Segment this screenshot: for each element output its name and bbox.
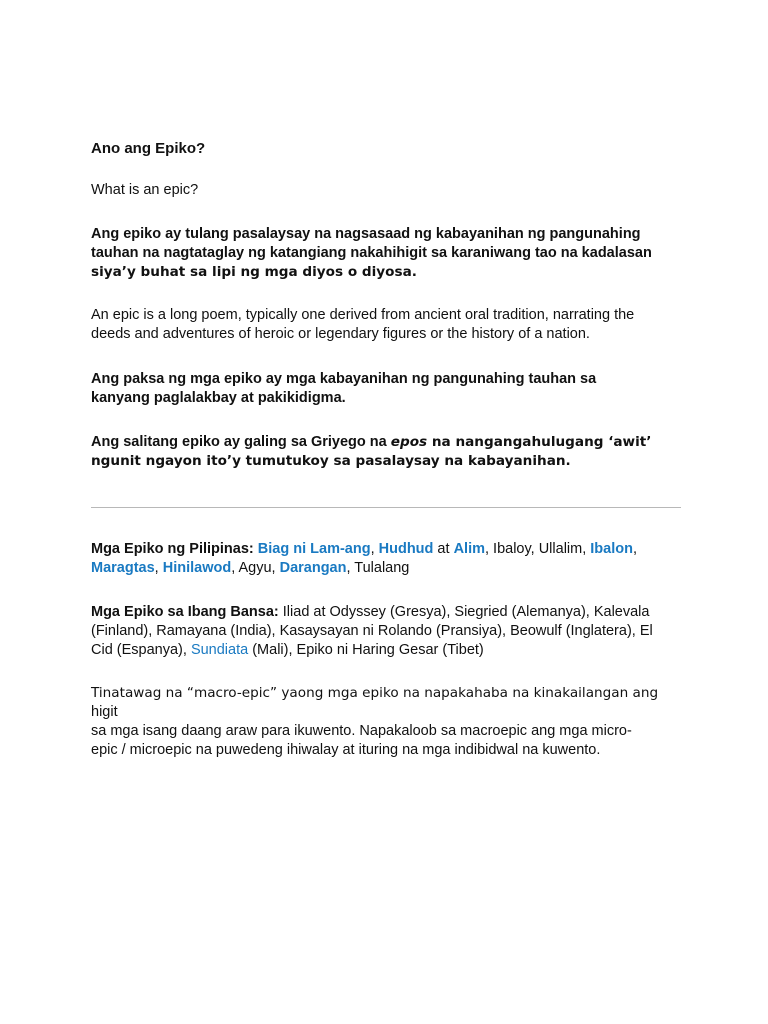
ibang-bansa-line-1: Iliad at Odyssey (Gresya), Siegried (Alemanya), Kalevala — [278, 604, 650, 620]
paksa-line-1: Ang paksa ng mga epiko ay mga kabayanihan ng pangunahing tauhan sa — [91, 371, 597, 387]
salita-line-2: ngunit ngayon ito’y tumutukoy sa pasalaysay na kabayanihan. — [91, 453, 571, 469]
definition-filipino-line-3: siya’y buhat sa lipi ng mga diyos o diyosa. — [91, 264, 417, 280]
darangan-link[interactable]: Darangan — [279, 560, 347, 576]
definition-english-line-1: An epic is a long poem, typically one derived from ancient oral tradition, narrating the — [91, 307, 635, 323]
salita-line-1-end: na nangangahulugang ‘awit’ — [427, 434, 652, 450]
separator: , Tulalang — [346, 560, 410, 576]
maragtas-link[interactable]: Maragtas — [91, 560, 155, 576]
ibang-bansa-line-2: (Finland), Ramayana (India), Kasaysayan ni Rolando (Pransiya), Beowulf (Inglatera), El — [91, 623, 653, 639]
intro-question: What is an epic? — [91, 182, 199, 198]
definition-english-line-2: deeds and adventures of heroic or legendary figures or the history of a nation. — [91, 326, 590, 342]
definition-filipino — [91, 225, 681, 282]
paksa-line-2: kanyang paglalakbay at pakikidigma. — [91, 390, 346, 406]
separator: , Agyu, — [231, 560, 280, 576]
salita-line-1-start: Ang salitang epiko ay galing sa Griyego na — [91, 434, 391, 450]
epiko-ibang-bansa-label: Mga Epiko sa Ibang Bansa: — [91, 604, 279, 620]
macro-line-1-start: Tinatawag na “macro-epic” yaong mga epiko na napakahaba na kinakailangan ang — [91, 685, 659, 701]
hudhud-link[interactable]: Hudhud — [378, 541, 434, 557]
biag-ni-lam-ang-link[interactable]: Biag ni Lam-ang — [257, 541, 371, 557]
paksa-paragraph — [91, 370, 681, 408]
page-title: Ano ang Epiko? — [91, 140, 206, 157]
epos-word: epos — [390, 434, 428, 450]
hinilawod-link[interactable]: Hinilawod — [162, 560, 232, 576]
separator: , Ibaloy, Ullalim, — [484, 541, 591, 557]
macro-line-2: sa mga isang daang araw para ikuwento. Napakaloob sa macroepic ang mga micro- — [91, 723, 632, 739]
separator: , — [370, 541, 379, 557]
ibang-bansa-line-3-end: (Mali), Epiko ni Haring Gesar (Tibet) — [248, 642, 484, 658]
macro-line-3: epic / microepic na puwedeng ihiwalay at ituring na mga indibidwal na kuwento. — [91, 742, 601, 758]
macro-epic-paragraph — [91, 684, 681, 760]
salita-paragraph — [91, 433, 681, 471]
definition-filipino-line-2: tauhan na nagtataglay ng katangiang nakahihigit sa karaniwang tao na kadalasan — [91, 245, 652, 261]
definition-english — [91, 306, 681, 344]
definition-filipino-line-1: Ang epiko ay tulang pasalaysay na nagsasaad ng kabayanihan ng pangunahing — [91, 226, 641, 242]
sundiata-link[interactable]: Sundiata — [190, 642, 249, 658]
section-divider — [91, 507, 681, 508]
macro-line-1-end: higit — [91, 704, 118, 720]
epiko-pilipinas-label: Mga Epiko ng Pilipinas: — [91, 541, 254, 557]
separator: , — [154, 560, 163, 576]
ibalon-link[interactable]: Ibalon — [590, 541, 633, 557]
epiko-pilipinas-paragraph — [91, 540, 681, 578]
separator: , — [632, 541, 638, 557]
alim-link[interactable]: Alim — [453, 541, 485, 557]
ibang-bansa-line-3-start: Cid (Espanya), — [91, 642, 191, 658]
epiko-ibang-bansa-paragraph — [91, 603, 681, 660]
conjunction: at — [433, 541, 454, 557]
